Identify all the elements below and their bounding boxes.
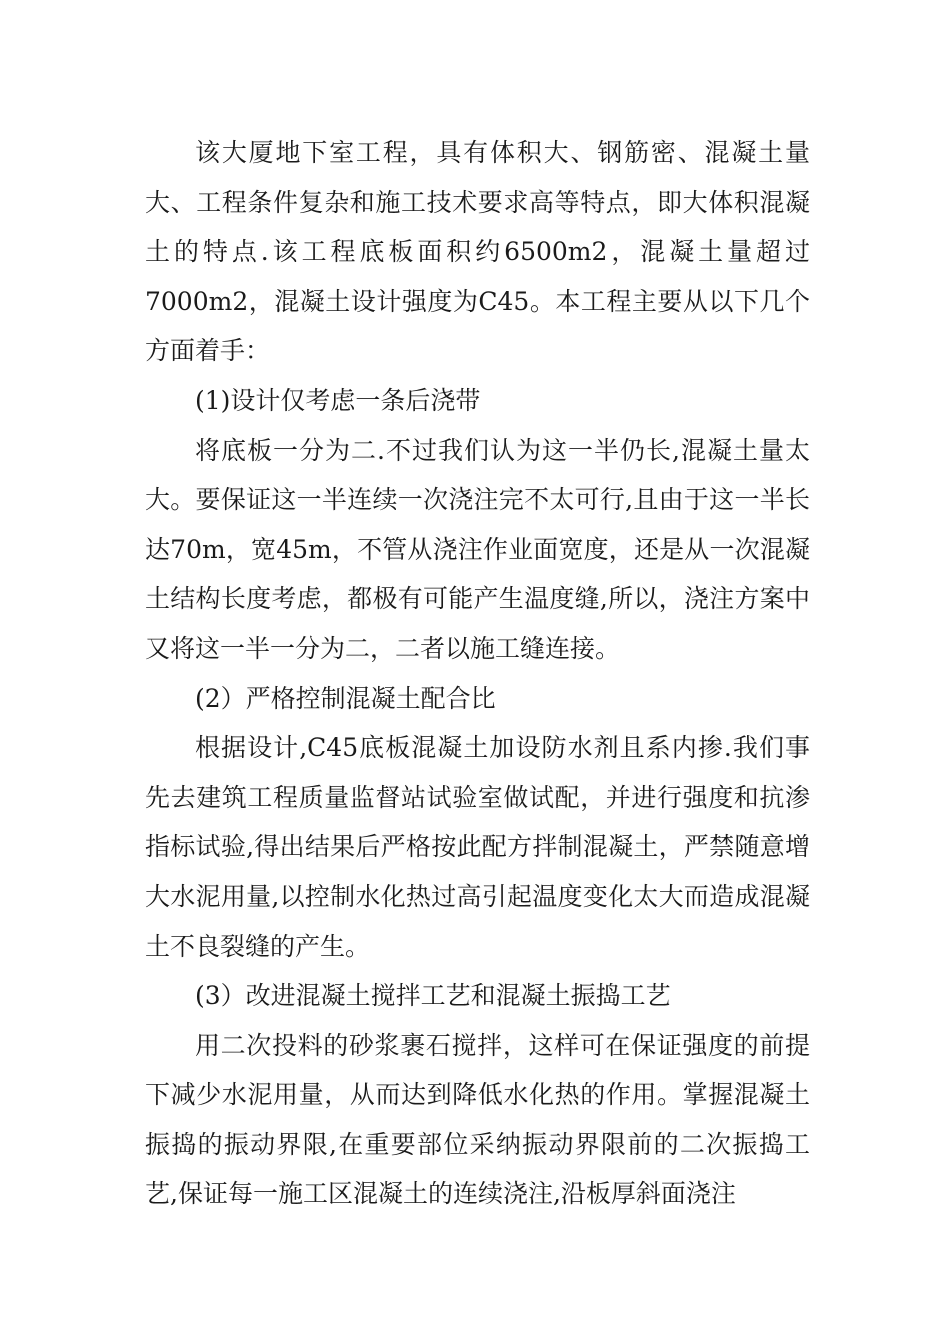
section-heading-2: (2）严格控制混凝土配合比 xyxy=(195,683,496,713)
section-heading-1: (1)设计仅考虑一条后浇带 xyxy=(195,385,481,415)
paragraph-section-1: 将底板一分为二.不过我们认为这一半仍长,混凝土量太大。要保证这一半连续一次浇注完不太可行,且由于这一半长达70m，宽45m，不管从浇注作业面宽度，还是从一次混凝土结构长度考虑，都极有可能产生温度缝,所以，浇注方案中又将这一半一分为二，二者以施工缝连接。 xyxy=(145,435,810,663)
paragraph-section-3: 用二次投料的砂浆裹石搅拌，这样可在保证强度的前提下减少水泥用量，从而达到降低水化热的作用。掌握混凝土振捣的振动界限,在重要部位采纳振动界限前的二次振捣工艺,保证每一施工区混凝土的连续浇注,沿板厚斜面浇注 xyxy=(145,1030,810,1209)
paragraph-intro: 该大厦地下室工程，具有体积大、钢筋密、混凝土量大、工程条件复杂和施工技术要求高等特点，即大体积混凝土的特点.该工程底板面积约6500m2，混凝土量超过7000m2，混凝土设计强度为C45。本工程主要从以下几个方面着手： xyxy=(145,138,810,366)
document-page xyxy=(145,128,810,1219)
section-heading-3: (3）改进混凝土搅拌工艺和混凝土振捣工艺 xyxy=(195,981,671,1011)
paragraph-section-2: 根据设计,C45底板混凝土加设防水剂且系内掺.我们事先去建筑工程质量监督站试验室做试配，并进行强度和抗渗指标试验,得出结果后严格按此配方拌制混凝土，严禁随意增大水泥用量,以控制水化热过高引起温度变化太大而造成混凝土不良裂缝的产生。 xyxy=(145,733,810,961)
